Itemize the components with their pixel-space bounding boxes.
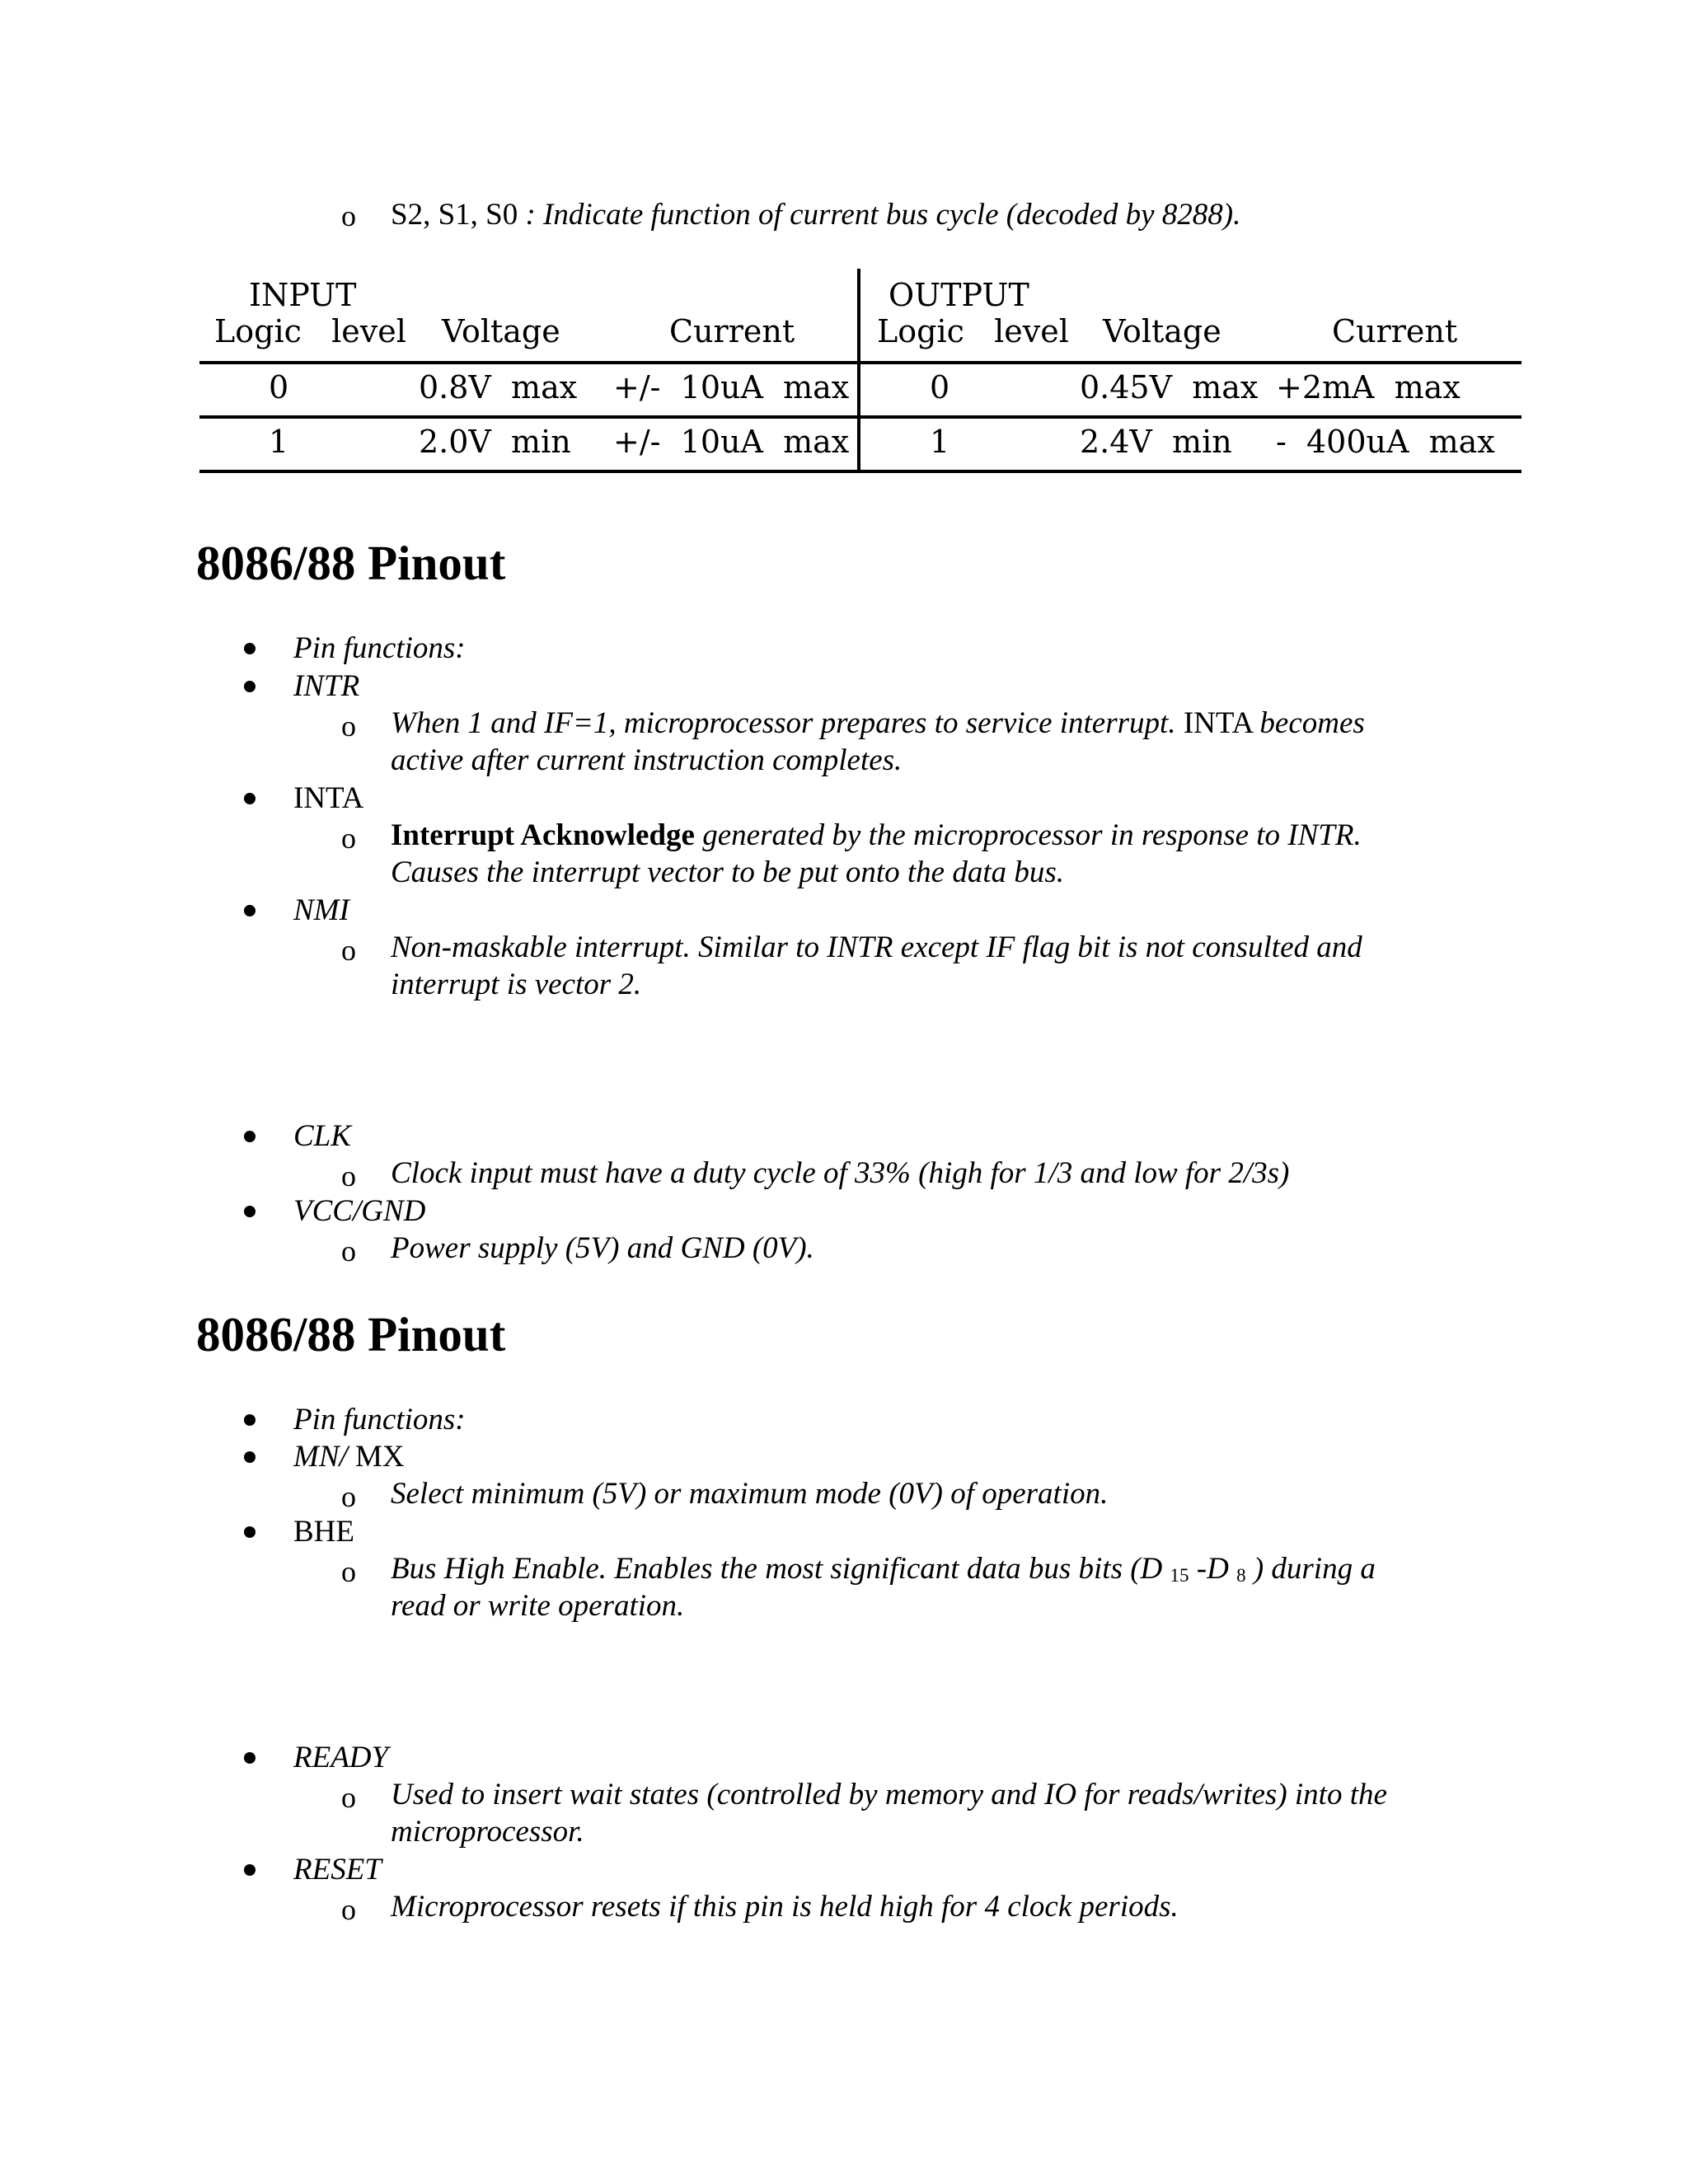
signals-desc: : Indicate function of current bus cycle (decoded by 8288). [518,198,1241,232]
logic-level-table [199,269,1522,475]
inta-description [391,817,1362,855]
pin-reset: RESET [293,1853,382,1886]
bullet [244,1526,256,1538]
subscript-15: 15 [1170,1565,1189,1586]
list-marker: o [341,199,356,232]
mx-label: MX [347,1440,405,1474]
bullet [244,681,256,692]
pin-inta: INTA [293,781,364,815]
bullet [244,793,256,804]
pin-nmi: NMI [293,893,349,927]
row1-in-logic: 1 [269,424,289,460]
pin-bhe: BHE [293,1515,354,1549]
bullet [244,1414,256,1426]
bullet [244,1206,256,1217]
intr-desc-text: When 1 and IF=1, microprocessor prepares to service interrupt. [391,706,1176,740]
output-voltage-header: Voltage [1103,313,1221,349]
row1-out-logic: 1 [930,424,950,460]
output-logic-header: Logic level [877,313,1069,349]
row0-in-logic: 0 [269,369,289,405]
inta-desc-bold: Interrupt Acknowledge [391,818,695,852]
bullet [244,643,256,654]
bhe-description-cont: read or write operation. [391,1589,685,1623]
output-title: OUTPUT [889,277,1029,313]
pin-vcc-gnd: VCC/GND [293,1194,426,1228]
pin-functions-label: Pin functions: [293,1403,466,1436]
subscript-8: 8 [1236,1565,1246,1586]
bullet [244,1864,256,1876]
intr-description [391,705,1365,743]
ready-description-cont: microprocessor. [391,1815,584,1849]
clk-description: Clock input must have a duty cycle of 33% (high for 1/3 and low for 2/3s) [391,1156,1290,1190]
row1-in-current: +/- 10uA max [613,424,850,460]
list-marker: o [341,1160,356,1193]
list-marker: o [341,1781,356,1814]
pin-intr: INTR [293,669,360,703]
list-marker: o [341,710,356,743]
bhe-desc-text: -D [1189,1552,1237,1586]
section-heading: 8086/88 Pinout [196,1307,506,1361]
row0-out-logic: 0 [930,369,950,405]
bhe-desc-text: Bus High Enable. Enables the most significant data bus bits (D [391,1552,1170,1586]
intr-desc-text: becomes [1259,706,1365,740]
row0-out-current: +2mA max [1276,369,1461,405]
list-marker: o [341,1235,356,1268]
intr-description-cont: active after current instruction completes. [391,743,903,777]
row0-in-voltage: 0.8V max [419,369,578,405]
bullet [244,1131,256,1142]
nmi-description: Non-maskable interrupt. Similar to INTR except IF flag bit is not consulted and [391,930,1362,964]
section-heading: 8086/88 Pinout [196,536,506,590]
inta-description-cont: Causes the interrupt vector to be put onto the data bus. [391,855,1064,889]
reset-description: Microprocessor resets if this pin is held high for 4 clock periods. [391,1890,1179,1924]
pin-clk: CLK [293,1119,351,1153]
mn-label: MN/ [293,1440,348,1474]
row0-in-current: +/- 10uA max [613,369,850,405]
list-marker: o [341,1555,356,1588]
mnmx-description: Select minimum (5V) or maximum mode (0V) of operation. [391,1477,1109,1511]
input-title: INPUT [249,277,357,313]
inta-desc-text: generated by the microprocessor in response to INTR. [694,818,1362,852]
bullet [244,1752,256,1764]
list-marker: o [341,1480,356,1513]
row1-out-current: - 400uA max [1276,424,1495,460]
vcc-description: Power supply (5V) and GND (0V). [391,1231,814,1265]
bullet [244,905,256,916]
input-logic-header: Logic level [214,313,406,349]
list-marker: o [341,934,356,967]
table-rule [199,415,1522,419]
table-rule [199,361,1522,364]
table-rule [199,470,1522,473]
bullet [244,1451,256,1463]
output-current-header: Current [1332,313,1458,349]
input-voltage-header: Voltage [442,313,560,349]
nmi-description-cont: interrupt is vector 2. [391,968,642,1001]
list-marker: o [341,1893,356,1926]
pin-functions-label: Pin functions: [293,631,466,665]
table-divider [857,269,860,473]
row0-out-voltage: 0.45V max [1080,369,1259,405]
ready-description: Used to insert wait states (controlled by memory and IO for reads/writes) into the [391,1778,1387,1811]
pin-ready: READY [293,1741,389,1774]
row1-in-voltage: 2.0V min [419,424,571,460]
row1-out-voltage: 2.4V min [1080,424,1232,460]
input-current-header: Current [669,313,795,349]
inta-ref: INTA [1175,706,1260,740]
signals-label: S2, S1, S0 [391,198,518,232]
list-marker: o [341,822,356,855]
pin-mn-mx [293,1438,405,1476]
intro-line [391,196,1240,234]
bhe-desc-text: ) during a [1245,1552,1376,1586]
